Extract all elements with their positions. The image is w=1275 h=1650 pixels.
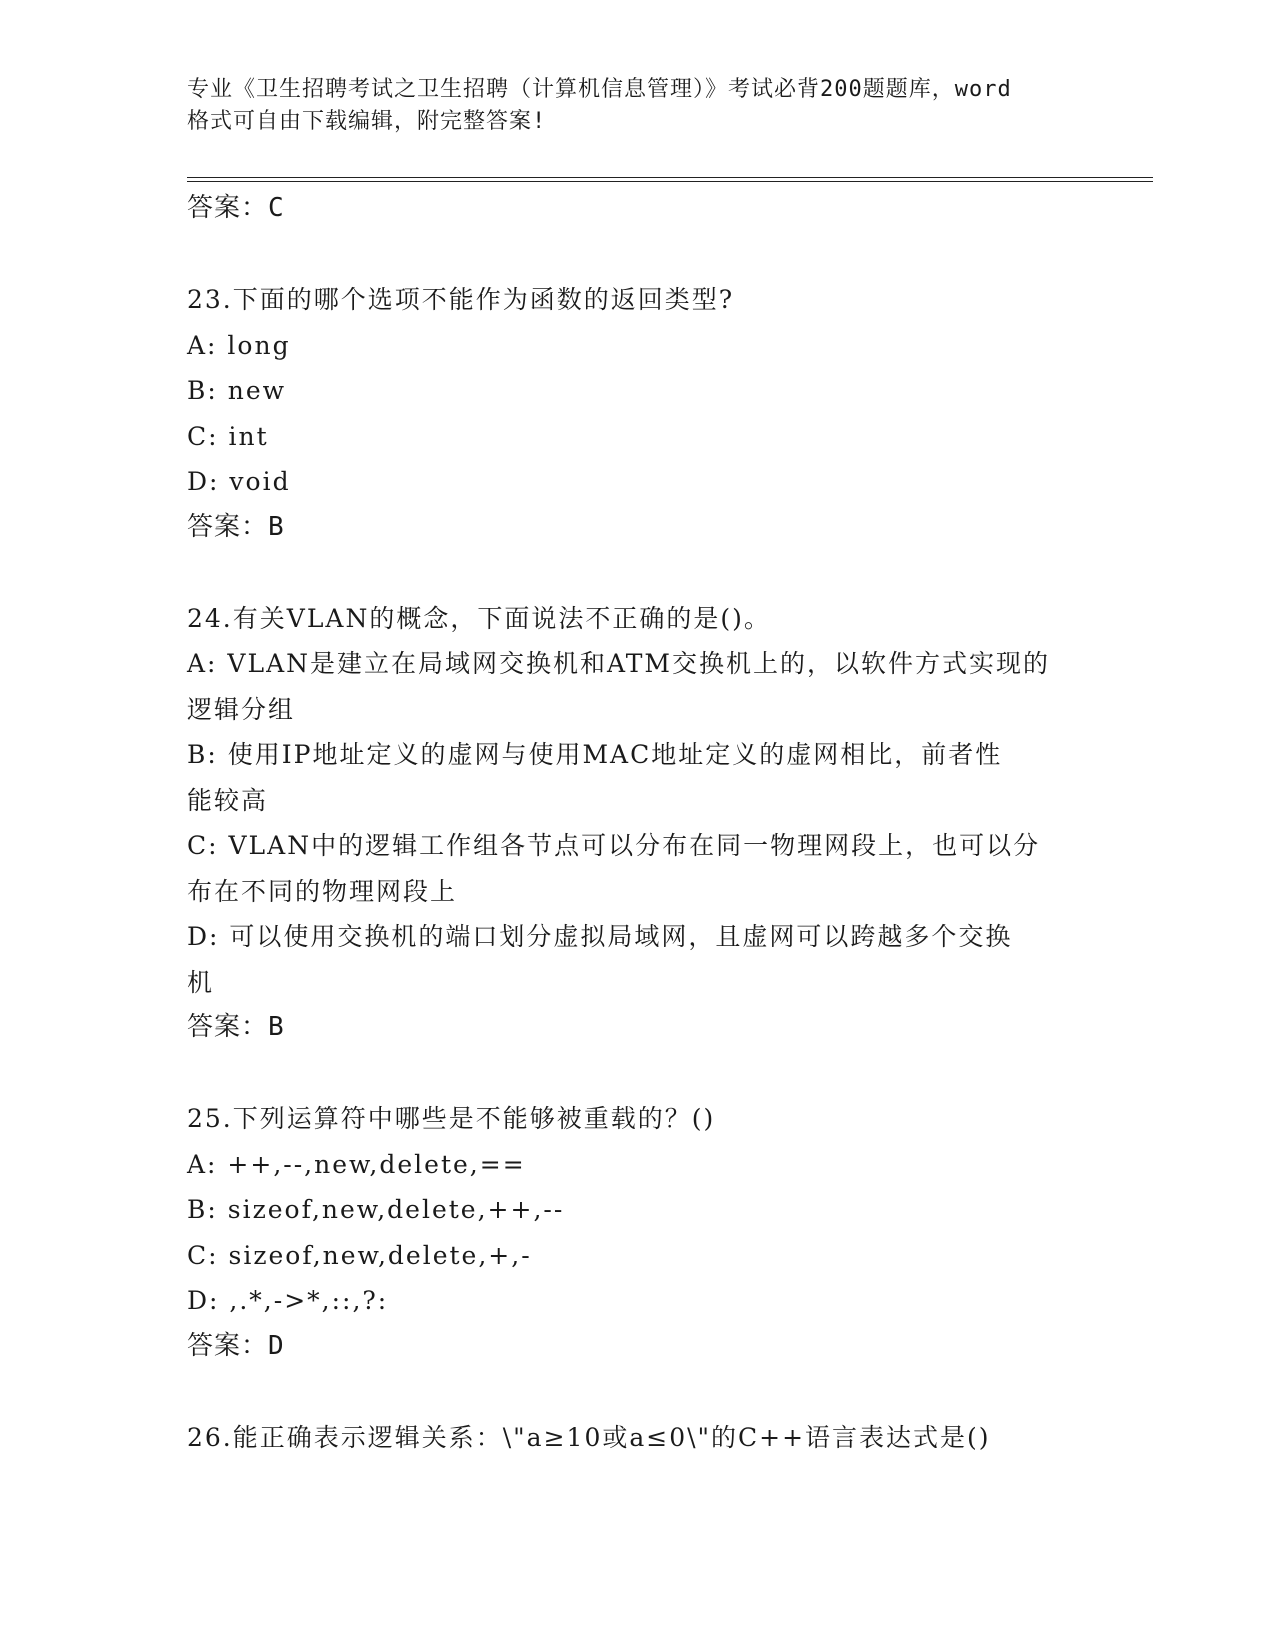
- option-b: B: 使用IP地址定义的虚网与使用MAC地址定义的虚网相比，前者性: [187, 740, 1003, 769]
- answer-prefix: 答案：: [187, 511, 269, 542]
- question-23: [187, 277, 1087, 550]
- option-d: D: 可以使用交换机的端口划分虚拟局域网，且虚网可以跨越多个交换: [187, 922, 1013, 951]
- question-title: 24.有关VLAN的概念，下面说法不正确的是()。: [187, 603, 771, 633]
- option-c-cont: 布在不同的物理网段上: [187, 876, 458, 906]
- option-d-cont: 机: [187, 967, 215, 997]
- question-list: [187, 186, 1087, 1460]
- answer-value: B: [268, 511, 285, 542]
- answer-value: C: [268, 193, 285, 223]
- header-rule-top: [187, 177, 1153, 178]
- header-rule-bottom: [187, 181, 1153, 182]
- option-b: B: new: [187, 376, 287, 405]
- question-title: 26.能正确表示逻辑关系：\"a≥10或a≤0\"的C++语言表达式是(): [187, 1422, 991, 1452]
- option-a: A: VLAN是建立在局域网交换机和ATM交换机上的，以软件方式实现的: [187, 649, 1050, 678]
- option-d: D: ,.*,->*,::,?:: [187, 1286, 389, 1315]
- option-c: C: VLAN中的逻辑工作组各节点可以分布在同一物理网段上，也可以分: [187, 831, 1041, 860]
- option-b: B: sizeof,new,delete,++,--: [187, 1195, 565, 1224]
- answer-line: [187, 505, 1087, 551]
- answer-value: B: [268, 1012, 285, 1042]
- answer-prefix: 答案：: [187, 193, 269, 223]
- question-title: 25.下列运算符中哪些是不能够被重载的？(): [187, 1104, 716, 1133]
- option-c: C: int: [187, 421, 269, 451]
- answer-line: [187, 1324, 1087, 1370]
- option-c: C: sizeof,new,delete,+,-: [187, 1240, 532, 1270]
- answer-line-prev: [187, 186, 1087, 232]
- question-title: 23.下面的哪个选项不能作为函数的返回类型?: [187, 285, 735, 314]
- header-line-2: 格式可自由下载编辑，附完整答案!: [187, 109, 547, 134]
- question-24: [187, 596, 1087, 1051]
- question-25: [187, 1096, 1087, 1369]
- question-26: [187, 1415, 1087, 1461]
- document-header: [187, 74, 1087, 138]
- answer-line: [187, 1005, 1087, 1051]
- option-a: A: long: [187, 330, 291, 360]
- header-line-1: 专业《卫生招聘考试之卫生招聘（计算机信息管理）》考试必背200题题库，word: [187, 77, 1012, 102]
- option-a: A: ++,--,new,delete,==: [187, 1149, 526, 1179]
- answer-prefix: 答案：: [187, 1330, 269, 1361]
- option-b-cont: 能较高: [187, 785, 269, 815]
- option-a-cont: 逻辑分组: [187, 694, 296, 724]
- option-d: D: void: [187, 467, 291, 496]
- answer-value: D: [268, 1330, 285, 1361]
- answer-prefix: 答案：: [187, 1012, 269, 1042]
